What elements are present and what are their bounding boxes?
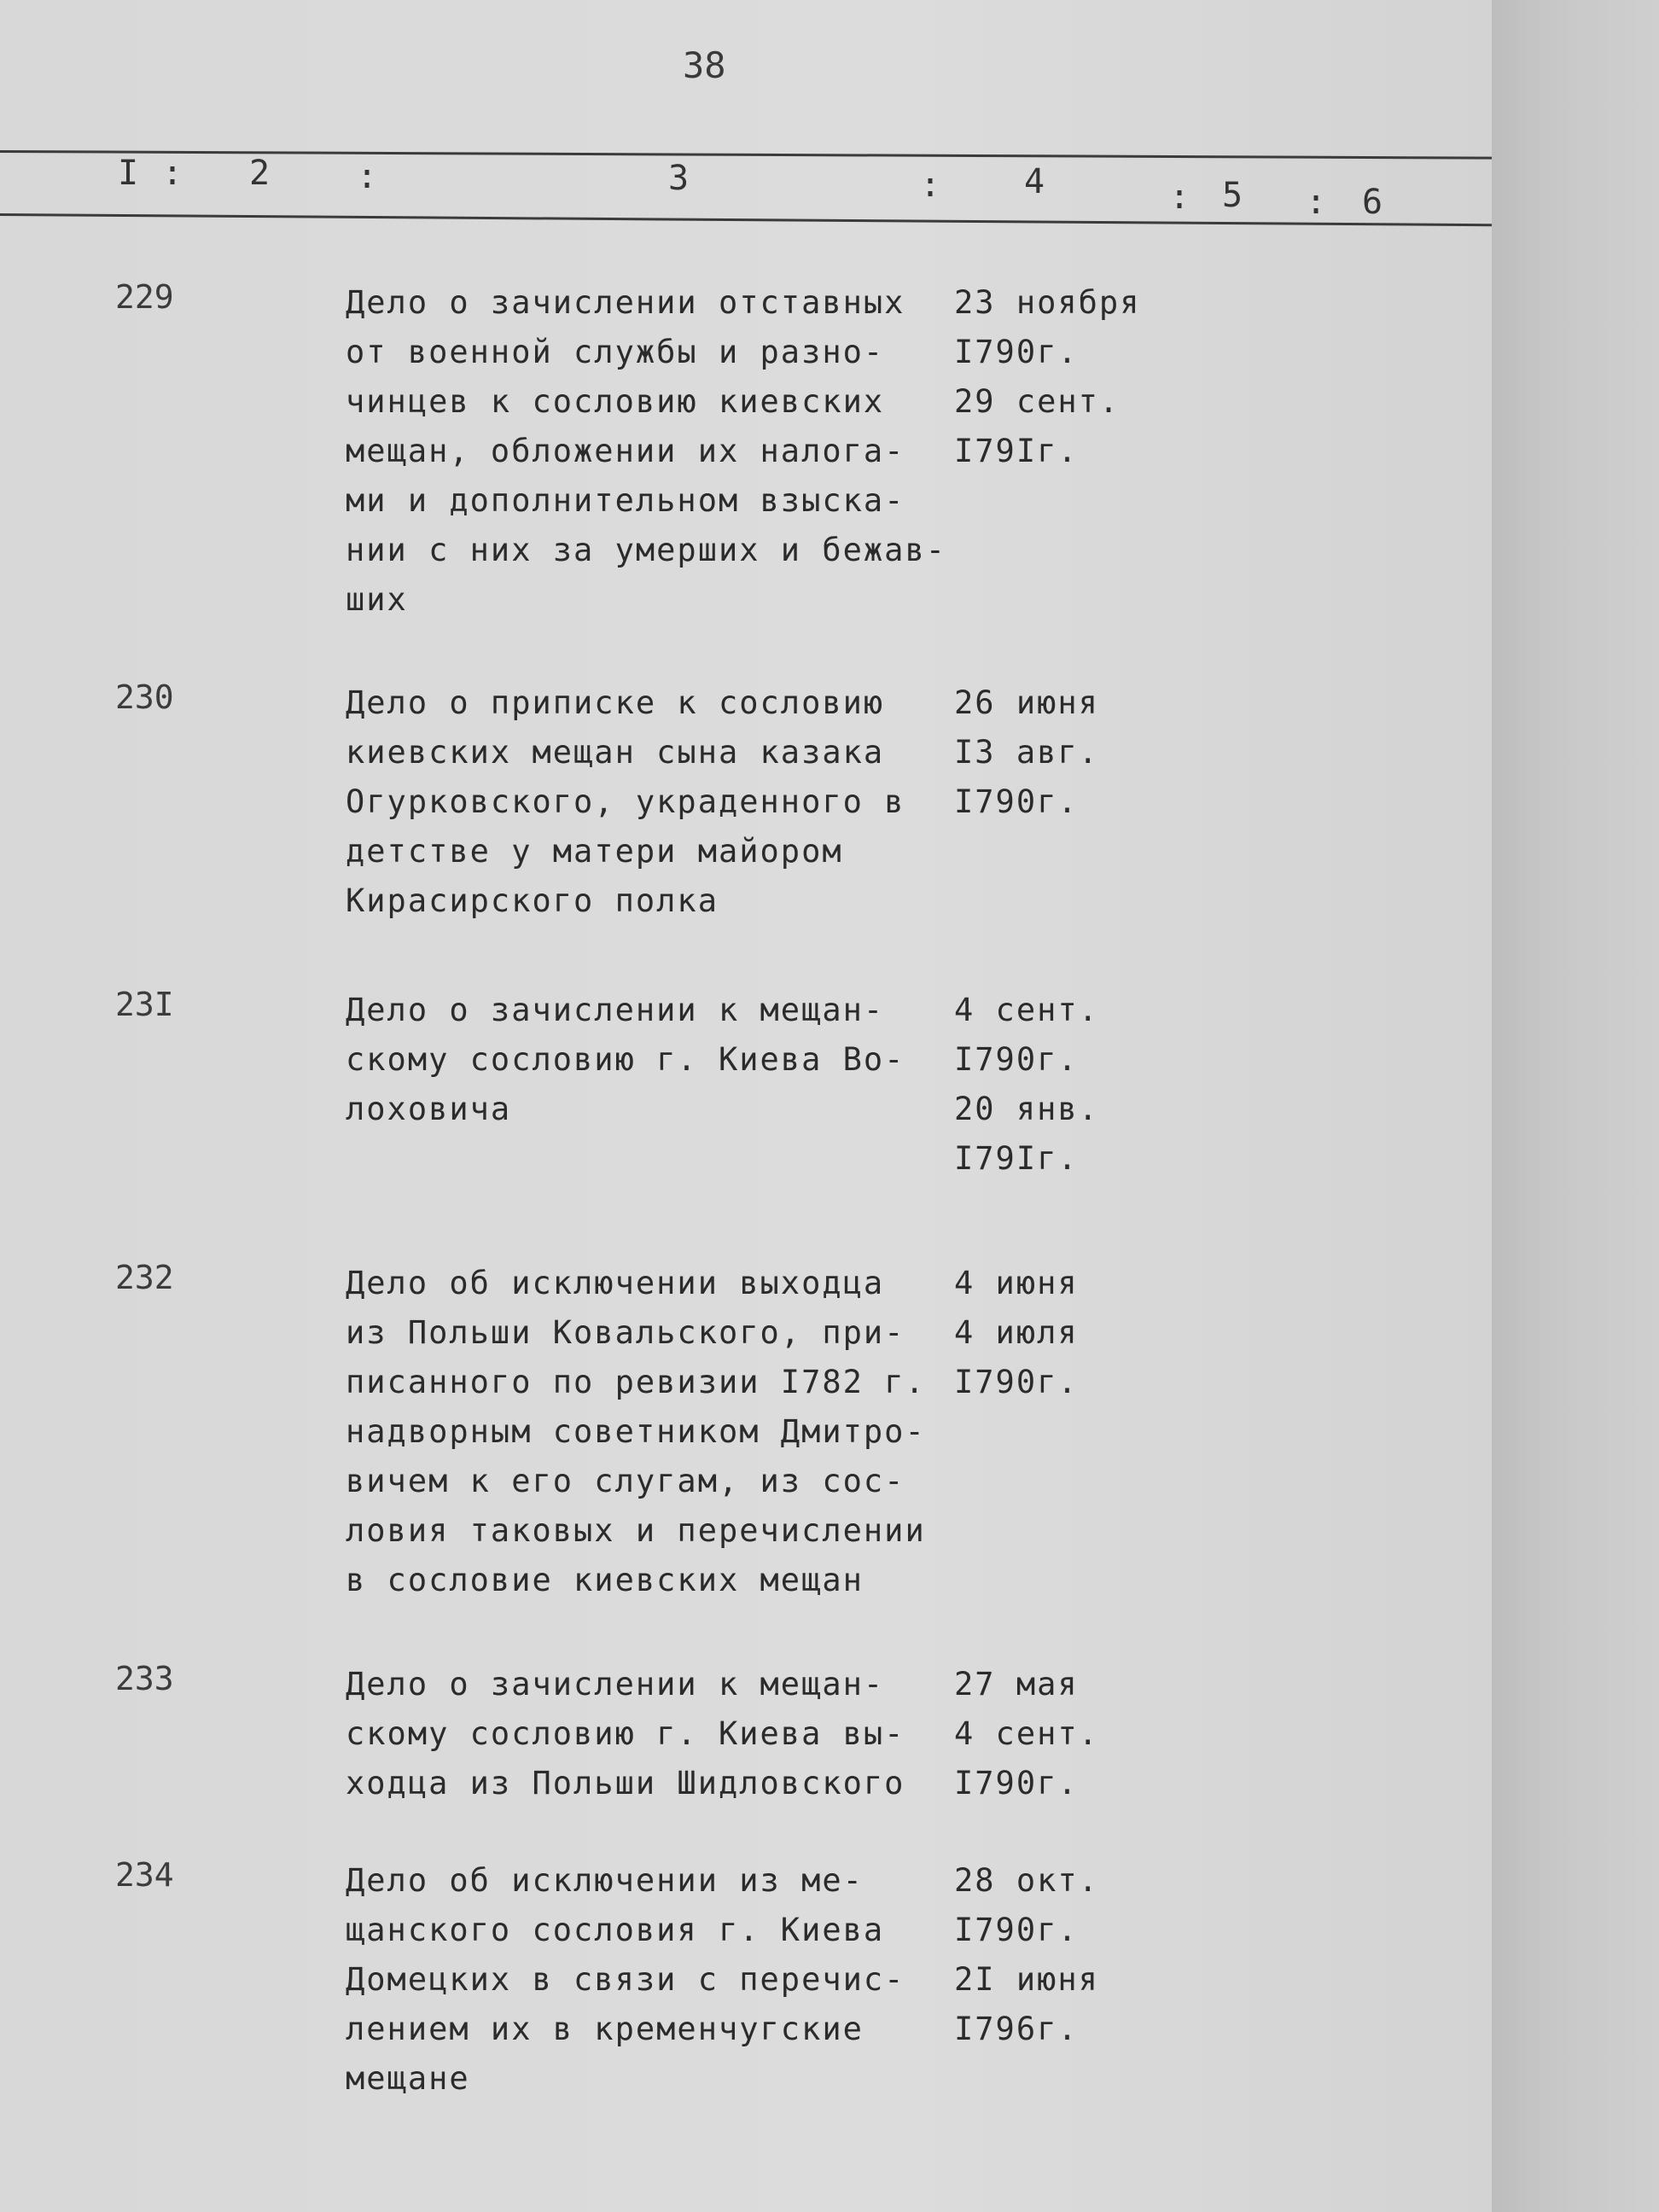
column-separator: : xyxy=(162,154,183,193)
entry-dates: 28 окт. I790г. 2I июня I796г. xyxy=(954,1862,1099,2047)
column-separator: : xyxy=(1169,178,1190,217)
entry-description: Дело о зачислении отставных от военной службы и разно- чинцев к сословию киевских мещан, обложении их налога- ми и дополнительном взыска- нии с них за умерших и бежав- ших xyxy=(346,284,947,618)
entry-dates: 23 ноября I790г. 29 сент. I79Iг. xyxy=(954,284,1141,469)
page-edge-shadow xyxy=(1492,0,1659,2212)
entry-number: 230 xyxy=(115,678,174,716)
entry-dates: 26 июня I3 авг. I790г. xyxy=(954,684,1099,820)
entry-description: Дело об исключении выходца из Польши Ковальского, при- писанного по ревизии I782 г. надворным советником Дмитро- вичем к его слугам, из сос- ловия таковых и перечислении в сословие киевских мещан xyxy=(346,1265,926,1598)
column-header-2: 2 xyxy=(249,154,271,193)
entry-number: 232 xyxy=(115,1259,174,1296)
column-header-1: I xyxy=(118,154,139,193)
column-header-6: 6 xyxy=(1362,183,1383,222)
header-rule-top xyxy=(0,150,1492,160)
entry-description: Дело о зачислении к мещан- скому сословию г. Киева вы- ходца из Польши Шидловского xyxy=(346,1666,905,1802)
column-header-4: 4 xyxy=(1024,162,1045,201)
column-separator: : xyxy=(1306,183,1327,222)
column-header-3: 3 xyxy=(668,159,690,198)
entry-number: 234 xyxy=(115,1856,174,1894)
entry-number: 23I xyxy=(115,986,174,1023)
entry-number: 233 xyxy=(115,1660,174,1697)
column-header-5: 5 xyxy=(1222,176,1243,215)
entry-description: Дело о зачислении к мещан- скому сословию г. Киева Во- лоховича xyxy=(346,992,905,1127)
column-separator: : xyxy=(357,157,378,196)
column-separator: : xyxy=(920,166,941,205)
header-rule-bottom xyxy=(0,213,1492,226)
entry-number: 229 xyxy=(115,278,174,316)
entry-dates: 4 сент. I790г. 20 янв. I79Iг. xyxy=(954,992,1099,1177)
entry-description: Дело о приписке к сословию киевских мещан сына казака Огурковского, украденного в детстве у матери майором Кирасирского полка xyxy=(346,684,905,919)
entry-description: Дело об исключении из ме- щанского сословия г. Киева Домецких в связи с перечис- лением их в кременчугские мещане xyxy=(346,1862,905,2097)
entry-dates: 27 мая 4 сент. I790г. xyxy=(954,1666,1099,1802)
page-number: 38 xyxy=(683,44,726,86)
entry-dates: 4 июня 4 июля I790г. xyxy=(954,1265,1079,1400)
